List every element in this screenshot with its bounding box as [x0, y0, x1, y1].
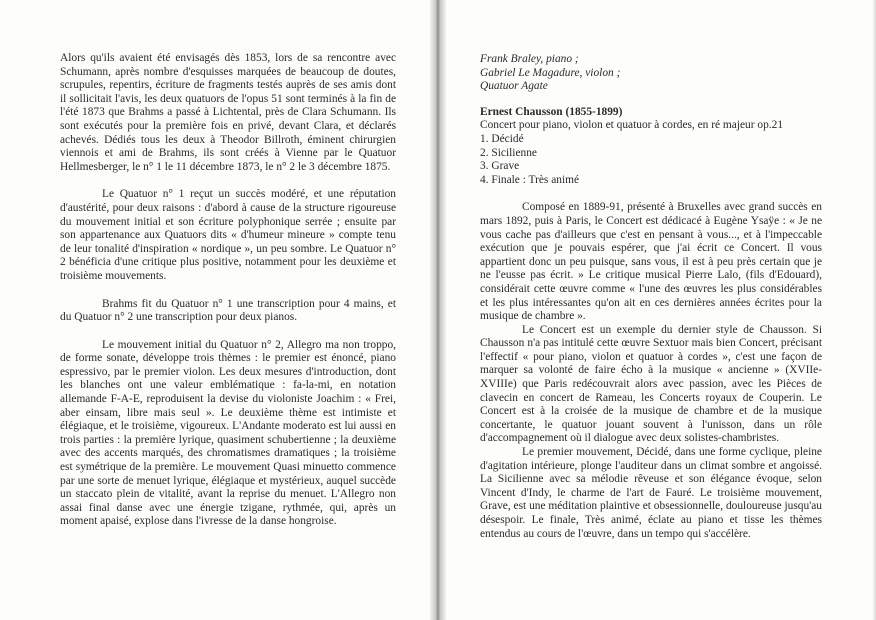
performer-quartet: Quatuor Agate [480, 80, 548, 93]
chausson-paragraph-2: Le Concert est un exemple du dernier style de Chausson. Si Chausson n'a pas intitulé cette œuvre Sextuor mais bien Concert, précisant l'effectif « pour piano, violon et quatuor à cordes », c'est une façon de marquer sa volonté de faire écho à la musique « ancienne » (XVIIe-XVIIIe) que Paris redécouvrait alors avec passion, avec les Pièces de clavecin en concert de Rameau, les Concerts royaux de Couperin. Le Concert est à la croisée de la musique de chambre et de la musique concertante, le quatuor jouant souvent à l'unisson, dans un rôle d'accompagnement où il dialogue avec deux solistes-chambristes. [480, 323, 822, 445]
work-title: Concert pour piano, violon et quatuor à cordes, en ré majeur op.21 [480, 119, 784, 132]
chausson-paragraph-1: Composé en 1889-91, présenté à Bruxelles avec grand succès en mars 1892, puis à Paris, le Concert est dédicacé à Eugène Ysaÿe : « Je ne vous cache pas d'ailleurs que c'est en pensant à vous..., et à l'impeccable exécution que je pouvais espérer, que j'ai écrit ce Concert. Il vous appartient donc un peu puisque, sans vous, il est à peu près certain que je ne l'eusse pas écrit. » Le critique musical Pierre Lalo, (fils d'Edouard), considérait cette œuvre comme « l'une des œuvres les plus considérables et les plus intéressantes qu'on ait en ces dernières années écrites pour la musique de chambre ». [480, 201, 822, 323]
movement-item: 2. Sicilienne [480, 146, 537, 159]
movement-item: 1. Décidé [480, 132, 524, 145]
performers-list [480, 53, 822, 94]
brahms-paragraph-3: Brahms fit du Quatuor n° 1 une transcription pour 4 mains, et du Quatuor n° 2 une transcription pour deux pianos. [60, 297, 396, 324]
left-page-text [60, 52, 396, 529]
brahms-paragraph-1: Alors qu'ils avaient été envisagés dès 1853, lors de sa rencontre avec Schumann, après nombre d'esquisses marquées de beaucoup de doutes, scrupules, repentirs, écriture de fragments testés auprès de ses amis dont il sollicitait l'avis, les deux quatuors de l'opus 51 sont terminés à la fin de l'été 1873 que Brahms a passé à Lichtental, près de Clara Schumann. Ils sont exécutés pour la première fois en privé, devant Clara, et déclarés achevés. Dédiés tous les deux à Theodor Billroth, éminent chirurgien viennois et ami de Brahms, ils sont créés à Vienne par le Quatuor Hellmesberger, le n° 1 le 11 décembre 1873, le n° 2 le 3 décembre 1875. [60, 52, 396, 173]
performer-violin: Gabriel Le Magadure, violon ; [480, 66, 621, 79]
brahms-paragraph-2: Le Quatuor n° 1 reçut un succès modéré, et une réputation d'austérité, pour deux raisons : d'abord à cause de la structure rigoureuse du mouvement initial et son écriture polyphonique serrée ; ensuite par son appartenance aux Quatuors dits « d'humeur mineure » compte tenu de leur tonalité d'inspiration « nordique », un peu sombre. Le Quatuor n° 2 bénéficia d'une critique plus positive, notamment pour les deuxième et troisième mouvements. [60, 188, 396, 282]
composer-heading: Ernest Chausson (1855-1899) [480, 105, 623, 118]
chausson-paragraph-3: Le premier mouvement, Décidé, dans une forme cyclique, pleine d'agitation intérieure, plonge l'auditeur dans un climat sombre et angoissé. La Sicilienne avec sa mélodie rêveuse et son élégance évoque, selon Vincent d'Indy, le charme de l'art de Fauré. Le troisième mouvement, Grave, est une méditation plaintive et obsessionnelle, douloureuse jusqu'au désespoir. Le finale, Très animé, éclate au piano et tisse les thèmes entendus au cours de l'œuvre, dans un tempo qui s'accélère. [480, 446, 822, 540]
right-page-text [480, 53, 822, 541]
brahms-paragraph-4: Le mouvement initial du Quatuor n° 2, Allegro ma non troppo, de forme sonate, développe trois thèmes : le premier est énoncé, piano espressivo, par le premier violon. Les deux mesures d'introduction, dont les blanches ont une valeur emblématique : fa-la-mi, en notation allemande F-A-E, reproduisent la devise du violoniste Joachim : « Frei, aber einsam, libre mais seul ». Le deuxième thème est intimiste et élégiaque, et le troisième, vigoureux. L'Andante moderato est lui aussi en trois parties : la première lyrique, quasiment schubertienne ; la deuxième avec des accents marqués, des chromatismes dramatiques ; la troisième est symétrique de la première. Le mouvement Quasi minuetto commence par une sorte de menuet lyrique, élégiaque et mystérieux, auquel succède un staccato plein de vitalité, avant la reprise du menuet. L'Allegro non assai final danse avec une énergie tzigane, rythmée, qui, après un moment apaisé, explose dans l'ivresse de la danse hongroise. [60, 338, 396, 528]
work-details [480, 119, 822, 187]
book-gutter [430, 0, 446, 620]
performer-piano: Frank Braley, piano ; [480, 53, 579, 65]
movement-item: 3. Grave [480, 160, 520, 173]
movement-item: 4. Finale : Très animé [480, 173, 580, 186]
page-edge-shadow [872, 0, 876, 620]
